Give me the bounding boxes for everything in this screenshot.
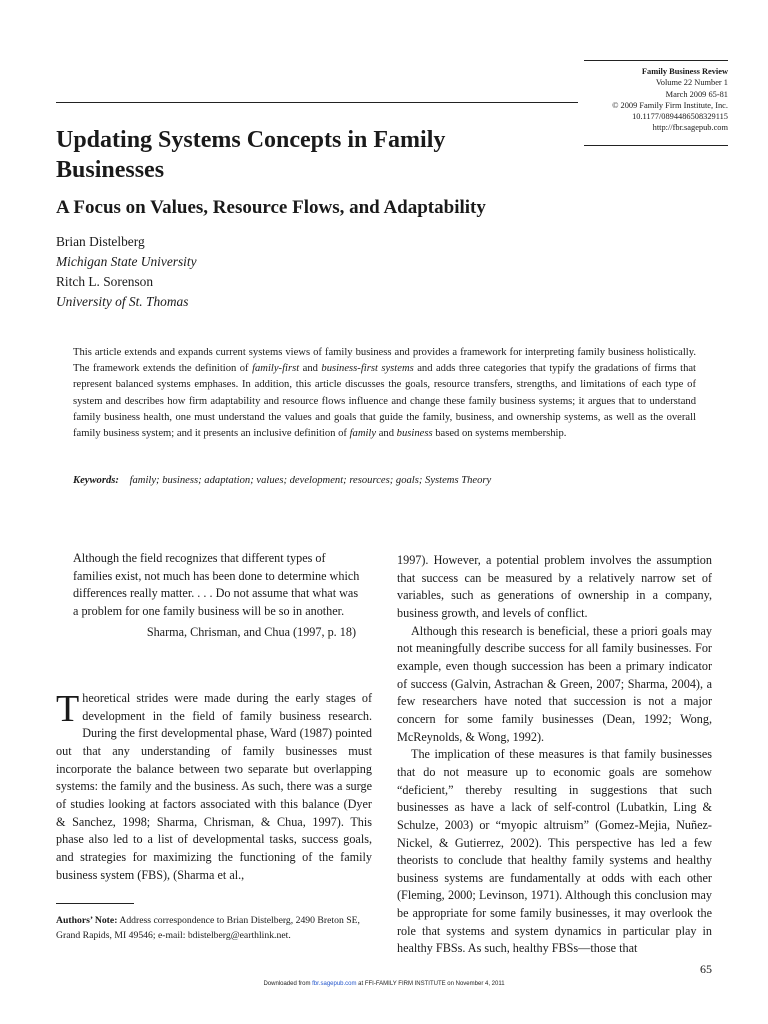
- download-link[interactable]: fbr.sagepub.com: [312, 981, 357, 987]
- abstract-text: and: [376, 428, 397, 440]
- journal-url[interactable]: http://fbr.sagepub.com: [652, 123, 728, 133]
- journal-info-bottom-rule: [584, 145, 728, 146]
- article-subtitle: A Focus on Values, Resource Flows, and Adaptability: [56, 197, 486, 218]
- epigraph-citation: Sharma, Chrisman, and Chua (1997, p. 18): [146, 625, 356, 639]
- author-name: Brian Distelberg: [56, 234, 145, 249]
- journal-volume: Volume 22 Number 1: [655, 78, 728, 88]
- abstract-text: and: [299, 363, 322, 375]
- journal-info-top-rule: [584, 60, 728, 61]
- abstract-text: This article extends and expands current systems views of family business and provides a framework for interpreting family business holistically. The framework extends the definition of: [73, 347, 696, 375]
- journal-date-pages: March 2009 65-81: [665, 89, 728, 99]
- authors-note: [56, 913, 374, 943]
- body-left-column: [56, 690, 372, 884]
- article-title: Updating Systems Concepts in Family Businesses: [56, 127, 446, 183]
- body-right-column: [397, 552, 712, 958]
- authors-note-label: Authors’ Note:: [56, 915, 118, 926]
- keywords-text: family; business; adaptation; values; development; resources; goals; Systems Theory: [129, 475, 492, 486]
- journal-info: [612, 66, 728, 134]
- journal-copyright: © 2009 Family Firm Institute, Inc.: [612, 100, 728, 110]
- author-block: [56, 232, 197, 312]
- body-paragraph: The implication of these measures is that family businesses that do not measure up to economic goals are somehow “deficient,” thereby resulting in suggestions that such businesses as have a lack of self-control (Lubatkin, Ling & Schulze, 2003) or “myopic altruism” (Gomez-Mejia, Nuñez-Nickel, & Gutierrez, 2002). This perspective has led a few theorists to conclude that healthy family systems and healthy business systems are fundamentally at odds with each other (Fleming, 2000; Levinson, 1971). Although this conclusion may be appropriate for some family businesses, it may overlook the role that systems and system dynamics in particular play in healthy FBSs. As such, healthy FBSs—those that: [397, 747, 712, 956]
- page-number: 65: [700, 962, 712, 976]
- body-paragraph: [56, 690, 372, 884]
- abstract-text: and adds three categories that typify the gradations of firms that represent balanced systems emphases. In addition, this article discusses the goals, resource transfers, strengths, and limitations of each type of system and describes how firm adaptability and resource flows influence and change these family business systems; it argues that to understand family business health, one must understand the values and goals that guide the family, business, and ownership systems, as well as the overall family business system; and it presents an inclusive definition of: [73, 363, 697, 440]
- body-paragraph: 1997). However, a potential problem involves the assumption that success can be measured by a relatively narrow set of variables, such as generations of ownership in a company, business growth, and levels of conflict.: [397, 553, 712, 620]
- journal-doi: 10.1177/0894486508329115: [632, 112, 728, 122]
- body-paragraph: Although this research is beneficial, these a priori goals may not meaningfully describe success for all family businesses. For example, even though succession has been a primary indicator of success (Galvin, Astrachan & Green, 2007; Sharma, 2004), a few researchers have noted that succession is not a major concern for some family businesses (Dean, 1992; Wong, McReynolds, & Wong, 1992).: [397, 623, 712, 744]
- abstract-text: based on systems membership.: [432, 428, 567, 440]
- abstract-term: business: [396, 428, 433, 440]
- abstract: [73, 345, 696, 442]
- author-name: Ritch L. Sorenson: [56, 274, 154, 289]
- download-text: at FFI-FAMILY FIRM INSTITUTE on November 4, 2011: [356, 981, 505, 987]
- drop-cap: T: [56, 688, 80, 730]
- keywords: [73, 473, 696, 489]
- journal-name: Family Business Review: [641, 67, 728, 76]
- epigraph-quote: Although the field recognizes that different types of families exist, not much has been done to determine which differences really matter. . . . Do not assume that what was a problem for one family business will be so in another.: [73, 551, 360, 618]
- abstract-term: business-first systems: [321, 363, 414, 375]
- footnote-rule: [56, 903, 134, 904]
- keywords-label: Keywords:: [73, 475, 119, 486]
- author-affiliation: Michigan State University: [56, 253, 197, 269]
- title-top-rule: [56, 102, 578, 103]
- abstract-term: family-first: [252, 363, 300, 375]
- abstract-term: family: [349, 428, 377, 440]
- body-text: heoretical strides were made during the early stages of development in the field of family business research. During the first developmental phase, Ward (1987) pointed out that any understanding of family businesses must incorporate the balance between two separate but overlapping systems: the family and the business. As such, there was a surge of studies looking at factors associated with this balance (Dyer & Sanchez, 1998; Sharma, Chrisman, & Chua, 1997). This phase also led to a list of developmental tasks, success goals, and strategies for maximizing the functioning of the family business system (FBS), (Sharma et al.,: [56, 691, 372, 882]
- author-affiliation: University of St. Thomas: [56, 293, 189, 309]
- download-notice: [0, 981, 768, 987]
- download-text: Downloaded from: [263, 981, 313, 987]
- authors-note-text: Address correspondence to Brian Distelberg, 2490 Breton SE, Grand Rapids, MI 49546; e-mail: bdistelberg@earthlink.net.: [56, 915, 360, 942]
